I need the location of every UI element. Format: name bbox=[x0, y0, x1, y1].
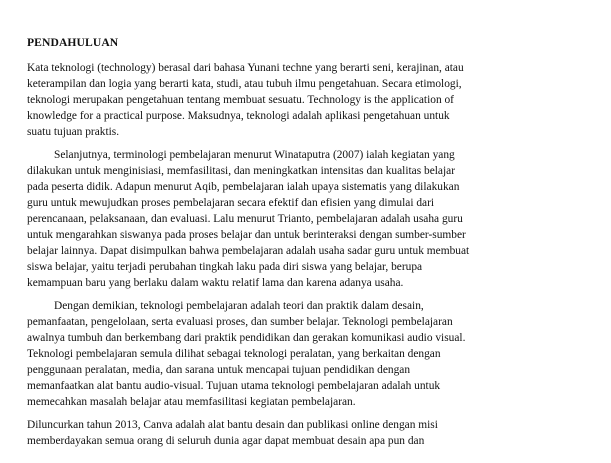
text-line: awalnya tumbuh dan berkembang dari praktik pendidikan dan gerakan komunikasi audio visual. bbox=[27, 332, 466, 344]
text-line: Teknologi pembelajaran semula dilihat sebagai teknologi peralatan, yang berkaitan dengan bbox=[27, 348, 441, 360]
text-line: Selanjutnya, terminologi pembelajaran menurut Winataputra (2007) ialah kegiatan yang bbox=[54, 149, 455, 161]
text-line: dilakukan untuk menginisiasi, memfasilitasi, dan meningkatkan intensitas dan kualitas belajar bbox=[27, 165, 455, 177]
text-line: keterampilan dan logia yang berarti kata, studi, atau tubuh ilmu pengetahuan. Secara etimologi, bbox=[27, 78, 462, 90]
section-heading: PENDAHULUAN bbox=[27, 36, 119, 49]
text-line: memberdayakan semua orang di seluruh dunia agar dapat membuat desain apa pun dan bbox=[27, 435, 425, 447]
text-line: knowledge for a practical purpose. Maksudnya, teknologi adalah aplikasi pengetahuan untuk bbox=[27, 110, 450, 122]
text-line: Diluncurkan tahun 2013, Canva adalah alat bantu desain dan publikasi online dengan misi bbox=[27, 419, 438, 431]
text-line: penggunaan peralatan, media, dan sarana untuk mencapai tujuan pendidikan dengan bbox=[27, 364, 411, 376]
paragraph-learning-terminology bbox=[27, 147, 575, 291]
text-line: kemampuan baru yang berlaku dalam waktu relatif lama dan karena adanya usaha. bbox=[27, 277, 404, 289]
text-line: memecahkan masalah belajar atau memfasilitasi kegiatan pembelajaran. bbox=[27, 396, 356, 408]
text-line: perencanaan, pelaksanaan, dan evaluasi. Lalu menurut Trianto, pembelajaran adalah usaha guru bbox=[27, 213, 463, 225]
text-line: memanfaatkan alat bantu audio-visual. Tujuan utama teknologi pembelajaran adalah untuk bbox=[27, 380, 441, 392]
paragraph-technology-definition bbox=[27, 60, 575, 140]
text-line: suatu tujuan praktis. bbox=[27, 126, 120, 138]
text-line: pemanfaatan, pengelolaan, serta evaluasi proses, dan sumber belajar. Teknologi pembelajaran bbox=[27, 316, 453, 328]
paragraph-learning-technology bbox=[27, 298, 575, 410]
text-line: Dengan demikian, teknologi pembelajaran adalah teori dan praktik dalam desain, bbox=[54, 300, 424, 312]
document-body bbox=[27, 35, 575, 456]
paragraph-canva bbox=[27, 417, 575, 449]
text-line: teknologi merupakan pengetahuan tentang membuat sesuatu. Technology is the application of bbox=[27, 94, 454, 106]
text-line: belajar lainnya. Dapat disimpulkan bahwa pembelajaran adalah usaha sadar guru untuk membuat bbox=[27, 245, 470, 257]
text-line: untuk mengarahkan siswanya pada proses belajar dan untuk berinteraksi dengan sumber-sumber bbox=[27, 229, 466, 241]
text-line: pada peserta didik. Adapun menurut Aqib, pembelajaran ialah upaya sistematis yang dilakukan bbox=[27, 181, 460, 193]
text-line: Kata teknologi (technology) berasal dari bahasa Yunani techne yang berarti seni, kerajinan, atau bbox=[27, 62, 464, 74]
text-line: siswa belajar, yaitu terjadi perubahan tingkah laku pada diri siswa yang belajar, berupa bbox=[27, 261, 423, 273]
text-line: guru untuk mewujudkan proses pembelajaran secara efektif dan efisien yang dimulai dari bbox=[27, 197, 435, 209]
